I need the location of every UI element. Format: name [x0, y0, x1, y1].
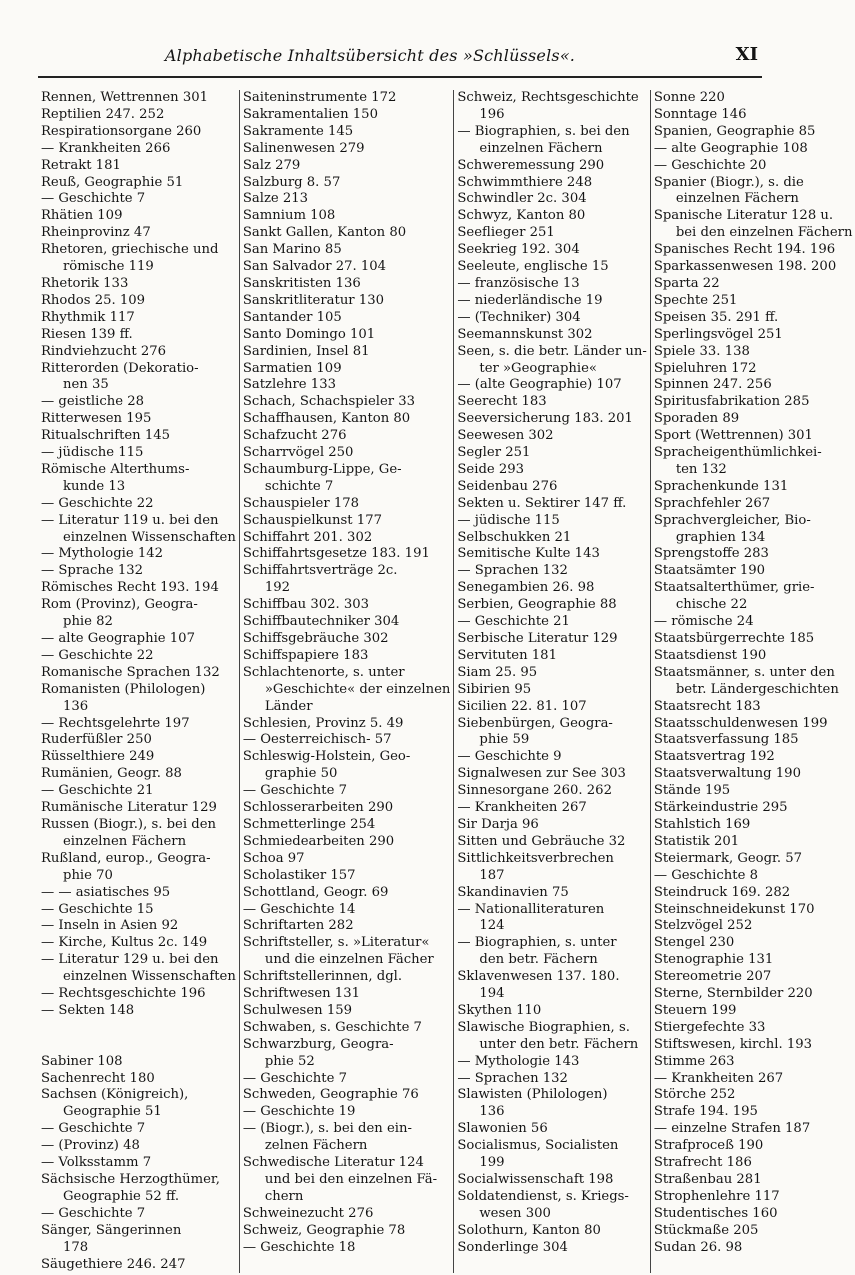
index-entry: San Marino 85 — [242, 242, 342, 258]
index-entry: Selbschukken 21 — [457, 529, 572, 545]
index-entry: — Geschichte 9 — [457, 749, 562, 765]
index-entry: 199 — [479, 1155, 505, 1171]
index-entry: Schlachtenorte, s. unter — [242, 664, 405, 680]
index-entry: — Sprachen 132 — [457, 563, 568, 579]
index-entry: 187 — [479, 867, 505, 883]
index-entry: — Literatur 119 u. bei den — [41, 512, 219, 528]
index-entry: Sinnesorgane 260. 262 — [457, 783, 612, 799]
index-entry: Rhythmik 117 — [41, 309, 135, 325]
index-entry: — (Techniker) 304 — [457, 309, 581, 325]
index-entry: Seeversicherung 183. 201 — [457, 411, 633, 427]
index-entry: Sonne 220 — [653, 90, 725, 105]
index-entry: Saiteninstrumente 172 — [242, 90, 397, 105]
index-entry: einzelnen Fächern — [479, 140, 603, 156]
index-entry: Spinnen 247. 256 — [653, 377, 772, 393]
index-entry: graphien 134 — [675, 529, 766, 545]
index-entry: — jüdische 115 — [457, 512, 560, 528]
index-entry: »Geschichte« der einzelnen — [264, 681, 451, 697]
index-entry: Schriftstellerinnen, dgl. — [242, 969, 403, 985]
index-entry: Semitische Kulte 143 — [457, 546, 600, 562]
index-entry: — einzelne Strafen 187 — [653, 1121, 811, 1137]
index-entry: Geographie 51 — [63, 1104, 162, 1120]
index-entry: Geographie 52 ff. — [63, 1188, 180, 1204]
index-entry: Seewesen 302 — [457, 428, 554, 444]
index-entry: Santander 105 — [242, 309, 342, 325]
index-entry: Schiffahrtsverträge 2c. — [242, 563, 398, 579]
index-entry: Sankt Gallen, Kanton 80 — [242, 225, 407, 241]
index-entry: Serbische Literatur 129 — [457, 631, 618, 646]
index-entry: Ritterwesen 195 — [41, 411, 152, 427]
index-entry: Schach, Schachspieler 33 — [242, 394, 416, 410]
index-entry: Ritterorden (Dekoratio- — [41, 360, 199, 376]
index-entry: Sprachfehler 267 — [653, 495, 771, 511]
index-entry: Rennen, Wettrennen 301 — [41, 90, 209, 105]
index-entry: — niederländische 19 — [457, 292, 603, 308]
index-entry: Rumänische Literatur 129 — [41, 800, 217, 816]
index-entry: graphie 50 — [264, 766, 338, 782]
index-entry: Sittlichkeitsverbrechen — [457, 850, 614, 866]
index-entry: Sporaden 89 — [653, 411, 740, 427]
index-entry: Seidenbau 276 — [457, 478, 558, 494]
index-entry: Sanskritisten 136 — [242, 275, 361, 291]
index-entry: Salinenwesen 279 — [242, 140, 365, 156]
index-entry: Romanische Sprachen 132 — [41, 664, 220, 680]
index-entry: 178 — [63, 1239, 89, 1255]
index-entry: Satzlehre 133 — [242, 377, 336, 393]
index-entry: Schweiz, Rechtsgeschichte — [457, 90, 639, 105]
index-entry: Schiffahrt 201. 302 — [242, 529, 373, 545]
index-entry: zelnen Fächern — [264, 1138, 368, 1154]
index-entry: Sicilien 22. 81. 107 — [457, 698, 587, 714]
index-entry: Säugethiere 246. 247 — [41, 1256, 186, 1272]
index-entry: Strophenlehre 117 — [653, 1188, 780, 1204]
index-entry: 192 — [264, 580, 291, 596]
index-entry: — (Provinz) 48 — [41, 1138, 140, 1154]
index-entry: Schwyz, Kanton 80 — [457, 208, 586, 224]
index-entry: einzelnen Wissenschaften — [63, 969, 236, 985]
index-entry: Sardinien, Insel 81 — [242, 343, 370, 359]
index-entry: chern — [264, 1188, 304, 1204]
index-entry: Sprachvergleicher, Bio- — [653, 512, 811, 528]
index-entry: Reptilien 247. 252 — [41, 106, 165, 122]
index-entry: — Geschichte 7 — [41, 191, 146, 207]
index-entry: Stiftswesen, kirchl. 193 — [653, 1036, 813, 1052]
index-entry: Sachenrecht 180 — [41, 1070, 155, 1086]
index-entry: 196 — [479, 106, 505, 122]
index-entry: — Geschichte 7 — [41, 1205, 146, 1221]
page-header — [38, 40, 762, 80]
index-entry: — Geschichte 15 — [41, 901, 154, 917]
index-entry: — römische 24 — [653, 614, 754, 630]
index-entry: Stengel 230 — [653, 935, 735, 951]
index-columns — [38, 90, 853, 1272]
index-entry: betr. Ländergeschichten — [675, 681, 839, 697]
index-entry: Stärkeindustrie 295 — [653, 800, 788, 816]
index-entry: Socialwissenschaft 198 — [457, 1172, 614, 1187]
index-entry: Spanische Literatur 128 u. — [653, 208, 834, 224]
index-entry: Retrakt 181 — [41, 157, 121, 173]
index-entry: — Mythologie 142 — [41, 546, 164, 562]
index-entry: Staatsdienst 190 — [653, 647, 767, 663]
index-entry: Sperlingsvögel 251 — [653, 326, 783, 342]
index-entry: Schleswig-Holstein, Geo- — [242, 749, 411, 765]
index-entry: phie 82 — [63, 614, 113, 630]
index-entry: Sonntage 146 — [653, 106, 747, 122]
index-entry: Slawonien 56 — [457, 1121, 548, 1137]
index-entry: und die einzelnen Fächer — [264, 952, 434, 968]
index-entry: — — asiatisches 95 — [41, 884, 171, 900]
index-entry: Steindruck 169. 282 — [653, 884, 791, 900]
index-entry: Störche 252 — [653, 1087, 736, 1103]
index-entry: Schiffsgebräuche 302 — [242, 631, 389, 646]
index-entry: Stahlstich 169 — [653, 816, 751, 832]
index-entry: einzelnen Fächern — [675, 191, 799, 207]
index-entry: — Rechtsgelehrte 197 — [41, 715, 190, 731]
index-entry: Ritualschriften 145 — [41, 428, 171, 444]
index-entry: — Nationalliteraturen — [457, 901, 605, 917]
index-entry: Spanien, Geographie 85 — [653, 123, 816, 139]
index-entry: Stückmaße 205 — [653, 1222, 759, 1238]
index-entry: Staatsverfassung 185 — [653, 732, 799, 748]
index-entry: Slawisten (Philologen) — [457, 1087, 608, 1103]
index-entry: — Geschichte 19 — [242, 1104, 356, 1120]
page-number: XI — [735, 44, 758, 65]
index-entry: Seerecht 183 — [457, 394, 547, 410]
index-entry: Statistik 201 — [653, 833, 740, 849]
index-entry: 136 — [479, 1104, 505, 1120]
index-entry: — Geschichte 21 — [41, 783, 154, 799]
index-entry: — französische 13 — [457, 275, 580, 291]
index-entry: — Mythologie 143 — [457, 1053, 580, 1069]
index-entry: — (Biogr.), s. bei den ein- — [242, 1121, 412, 1137]
index-entry: — Sprachen 132 — [457, 1070, 568, 1086]
index-entry: Schauspielkunst 177 — [242, 512, 382, 528]
index-entry: Spracheigenthümlichkei- — [653, 445, 822, 461]
index-entry: Sakramentalien 150 — [242, 106, 378, 122]
index-entry: — Geschichte 22 — [41, 647, 154, 663]
index-entry: Sibirien 95 — [457, 681, 532, 697]
index-entry: Spechte 251 — [653, 292, 738, 308]
index-entry: Schweinezucht 276 — [242, 1205, 374, 1221]
index-entry: Rheinprovinz 47 — [41, 225, 151, 241]
index-entry: Socialismus, Socialisten — [457, 1138, 619, 1154]
index-entry: Rüsselthiere 249 — [41, 749, 155, 765]
index-entry: Segler 251 — [457, 445, 531, 461]
running-title: Alphabetische Inhaltsübersicht des »Schlüssels«. — [164, 46, 576, 65]
index-entry: Salzburg 8. 57 — [242, 174, 341, 190]
index-entry: — Kirche, Kultus 2c. 149 — [41, 935, 208, 951]
index-column-1 — [38, 90, 240, 1273]
index-entry: Spanisches Recht 194. 196 — [653, 242, 836, 258]
index-entry: Stenographie 131 — [653, 952, 774, 968]
index-entry: unter den betr. Fächern — [479, 1036, 639, 1052]
index-entry: Schriftwesen 131 — [242, 986, 360, 1002]
index-entry — [41, 1020, 236, 1037]
index-entry: Solothurn, Kanton 80 — [457, 1222, 601, 1238]
index-entry: Straßenbau 281 — [653, 1172, 762, 1187]
index-entry: — Sekten 148 — [41, 1002, 135, 1018]
index-entry: den betr. Fächern — [479, 952, 598, 968]
index-entry: Seemannskunst 302 — [457, 326, 593, 342]
index-entry: Staatsrecht 183 — [653, 698, 761, 714]
index-entry: Sabiner 108 — [41, 1053, 123, 1069]
index-entry: Serbien, Geographie 88 — [457, 597, 617, 613]
index-entry: — Geschichte 7 — [41, 1121, 146, 1137]
index-entry: Spiele 33. 138 — [653, 343, 750, 359]
index-entry: Servituten 181 — [457, 647, 557, 663]
index-entry: Seekrieg 192. 304 — [457, 242, 580, 258]
index-entry: Spanier (Biogr.), s. die — [653, 174, 804, 190]
index-entry: Staatsämter 190 — [653, 563, 766, 579]
index-entry: schichte 7 — [264, 478, 334, 494]
index-entry: Schwedische Literatur 124 — [242, 1155, 424, 1171]
index-entry: Schoa 97 — [242, 850, 305, 866]
index-entry: — jüdische 115 — [41, 445, 144, 461]
index-entry: Schauspieler 178 — [242, 495, 360, 511]
index-entry: Senegambien 26. 98 — [457, 580, 595, 596]
index-entry: — Geschichte 22 — [41, 495, 154, 511]
index-entry: Romanisten (Philologen) — [41, 681, 206, 697]
index-entry: — Inseln in Asien 92 — [41, 918, 179, 934]
index-entry: — Rechtsgeschichte 196 — [41, 986, 206, 1002]
index-entry: Speisen 35. 291 ff. — [653, 309, 779, 325]
index-entry: Siebenbürgen, Geogra- — [457, 715, 613, 731]
index-entry: Siam 25. 95 — [457, 664, 538, 680]
index-entry: Ruderfüßler 250 — [41, 732, 152, 748]
index-entry: Studentisches 160 — [653, 1205, 778, 1221]
index-entry: phie 52 — [264, 1053, 315, 1069]
index-entry: Sekten u. Sektirer 147 ff. — [457, 495, 627, 511]
index-entry: und bei den einzelnen Fä- — [264, 1172, 438, 1187]
index-entry: Rom (Provinz), Geogra- — [41, 597, 198, 613]
index-entry: Schottland, Geogr. 69 — [242, 884, 389, 900]
index-entry: — Oesterreichisch- 57 — [242, 732, 392, 748]
index-entry: Rhetorik 133 — [41, 275, 129, 291]
index-entry: Sächsische Herzogthümer, — [41, 1171, 220, 1187]
index-entry: Sparta 22 — [653, 275, 720, 291]
index-entry — [41, 1037, 236, 1054]
index-entry: Sklavenwesen 137. 180. — [457, 969, 620, 985]
index-entry: Schweiz, Geographie 78 — [242, 1222, 406, 1238]
index-entry: ten 132 — [675, 461, 727, 477]
index-entry: Spieluhren 172 — [653, 360, 757, 376]
index-entry: Schaffhausen, Kanton 80 — [242, 411, 411, 427]
index-entry: Schlesien, Provinz 5. 49 — [242, 715, 404, 731]
index-entry: Reuß, Geographie 51 — [41, 174, 184, 190]
index-entry: Sachsen (Königreich), — [41, 1087, 189, 1103]
index-entry: Scharrvögel 250 — [242, 445, 354, 461]
index-entry: Römisches Recht 193. 194 — [41, 580, 219, 596]
index-entry: Schwimmthiere 248 — [457, 174, 593, 190]
index-entry: Schweremessung 290 — [457, 157, 605, 173]
index-entry: — Volksstamm 7 — [41, 1155, 152, 1171]
index-entry: Schiffspapiere 183 — [242, 647, 369, 663]
index-entry: — alte Geographie 108 — [653, 140, 808, 156]
index-entry: Sir Darja 96 — [457, 816, 539, 832]
index-column-2 — [240, 90, 455, 1273]
index-entry: — Krankheiten 266 — [41, 140, 171, 156]
index-entry: Stände 195 — [653, 783, 731, 799]
index-entry: Sprengstoffe 283 — [653, 546, 769, 562]
index-entry: Seen, s. die betr. Länder un- — [457, 343, 647, 359]
index-entry: Rhodos 25. 109 — [41, 292, 146, 308]
index-entry: Sanskritliteratur 130 — [242, 292, 384, 308]
index-entry: Rhätien 109 — [41, 208, 123, 224]
index-entry: — Biographien, s. bei den — [457, 123, 630, 139]
index-entry: Scholastiker 157 — [242, 867, 356, 883]
index-entry: einzelnen Wissenschaften — [63, 529, 236, 545]
index-entry: Schriftarten 282 — [242, 918, 354, 934]
index-entry: Rindviehzucht 276 — [41, 343, 167, 359]
index-entry: Schweden, Geographie 76 — [242, 1087, 419, 1103]
index-entry: Staatsverwaltung 190 — [653, 766, 801, 782]
index-entry: römische 119 — [63, 259, 154, 275]
index-entry: Sport (Wettrennen) 301 — [653, 428, 813, 444]
index-entry: Skythen 110 — [457, 1002, 542, 1018]
index-entry: Sterne, Sternbilder 220 — [653, 986, 813, 1002]
index-entry: Staatsschuldenwesen 199 — [653, 715, 828, 731]
index-entry: Schmiedearbeiten 290 — [242, 833, 395, 849]
index-entry: Schaumburg-Lippe, Ge- — [242, 461, 402, 477]
index-entry: Sänger, Sängerinnen — [41, 1222, 182, 1238]
index-entry: Strafrecht 186 — [653, 1155, 752, 1171]
index-entry: Schiffbautechniker 304 — [242, 614, 400, 630]
index-entry: einzelnen Fächern — [63, 833, 187, 849]
index-entry: Sonderlinge 304 — [457, 1239, 568, 1255]
index-entry: Salze 213 — [242, 191, 309, 207]
index-entry: 136 — [63, 698, 89, 714]
index-entry: kunde 13 — [63, 478, 126, 494]
index-entry: — Krankheiten 267 — [457, 800, 587, 816]
index-entry: Strafproceß 190 — [653, 1138, 764, 1154]
index-entry: — Geschichte 20 — [653, 157, 767, 173]
header-rule — [38, 76, 762, 78]
index-entry: Schlosserarbeiten 290 — [242, 800, 394, 816]
index-entry: Strafe 194. 195 — [653, 1104, 758, 1120]
index-entry: Schulwesen 159 — [242, 1002, 352, 1018]
index-entry: — Geschichte 8 — [653, 867, 758, 883]
index-entry: Slawische Biographien, s. — [457, 1019, 630, 1035]
index-entry: — Sprache 132 — [41, 563, 144, 579]
index-entry: Riesen 139 ff. — [41, 326, 133, 342]
index-entry: — Krankheiten 267 — [653, 1070, 784, 1086]
index-entry: San Salvador 27. 104 — [242, 259, 387, 275]
index-entry: Stelzvögel 252 — [653, 918, 753, 934]
index-entry: Rhetoren, griechische und — [41, 242, 219, 258]
index-entry: bei den einzelnen Fächern — [675, 225, 853, 241]
index-column-4 — [651, 90, 855, 1273]
index-entry: — Geschichte 21 — [457, 614, 570, 630]
index-entry: — Biographien, s. unter — [457, 935, 617, 951]
index-entry: Seide 293 — [457, 461, 525, 477]
index-entry: Stereometrie 207 — [653, 969, 772, 985]
index-entry: Spiritusfabrikation 285 — [653, 394, 810, 410]
index-entry: Schiffbau 302. 303 — [242, 597, 370, 613]
index-entry: — alte Geographie 107 — [41, 631, 195, 646]
index-entry: Steinschneidekunst 170 — [653, 901, 815, 917]
index-entry: Soldatendienst, s. Kriegs- — [457, 1188, 629, 1204]
index-entry: Länder — [264, 698, 313, 714]
index-entry: chische 22 — [675, 597, 748, 613]
index-entry: Schwaben, s. Geschichte 7 — [242, 1019, 422, 1035]
index-entry: Seeflieger 251 — [457, 225, 555, 241]
index-entry: — Geschichte 7 — [242, 783, 347, 799]
index-entry: Sitten und Gebräuche 32 — [457, 833, 626, 849]
index-entry: 194 — [479, 986, 505, 1002]
index-entry: Sudan 26. 98 — [653, 1239, 743, 1255]
index-entry: phie 70 — [63, 867, 113, 883]
index-entry: Stiergefechte 33 — [653, 1019, 766, 1035]
index-entry: — Geschichte 14 — [242, 901, 356, 917]
index-entry: Staatsbürgerrechte 185 — [653, 631, 815, 646]
index-entry: Santo Domingo 101 — [242, 326, 376, 342]
index-entry: Skandinavien 75 — [457, 884, 569, 900]
index-entry: ter »Geographie« — [479, 360, 597, 376]
index-entry: — Geschichte 18 — [242, 1239, 356, 1255]
index-entry: Steuern 199 — [653, 1002, 737, 1018]
index-entry: — Literatur 129 u. bei den — [41, 952, 219, 968]
index-entry: — (alte Geographie) 107 — [457, 377, 622, 393]
index-entry: Rumänien, Geogr. 88 — [41, 766, 182, 782]
index-entry: nen 35 — [63, 377, 109, 393]
index-entry: Sakramente 145 — [242, 123, 354, 139]
index-entry: — geistliche 28 — [41, 394, 145, 410]
index-entry: Staatsalterthümer, grie- — [653, 580, 815, 596]
index-entry: Respirationsorgane 260 — [41, 123, 202, 139]
index-entry: Steiermark, Geogr. 57 — [653, 850, 803, 866]
index-entry: Staatsmänner, s. unter den — [653, 664, 835, 680]
index-entry: 124 — [479, 918, 505, 934]
index-entry: Rußland, europ., Geogra- — [41, 850, 211, 866]
index-column-3 — [454, 90, 650, 1273]
index-entry: Sparkassenwesen 198. 200 — [653, 259, 837, 275]
index-entry: Sarmatien 109 — [242, 360, 342, 376]
index-entry: Schmetterlinge 254 — [242, 816, 376, 832]
index-entry: Salz 279 — [242, 157, 301, 173]
index-entry: Schwarzburg, Geogra- — [242, 1036, 394, 1052]
index-entry: — Geschichte 7 — [242, 1070, 347, 1086]
index-entry: Schwindler 2c. 304 — [457, 191, 587, 207]
index-entry: Seeleute, englische 15 — [457, 259, 609, 275]
index-entry: Römische Alterthums- — [41, 461, 190, 477]
index-entry: Staatsvertrag 192 — [653, 749, 775, 765]
index-entry: Sprachenkunde 131 — [653, 478, 789, 494]
index-entry: Samnium 108 — [242, 208, 336, 224]
index-entry: Schriftsteller, s. »Literatur« — [242, 935, 430, 951]
index-entry: wesen 300 — [479, 1205, 551, 1221]
index-entry: Russen (Biogr.), s. bei den — [41, 816, 217, 832]
index-entry: Stimme 263 — [653, 1053, 735, 1069]
index-entry: phie 59 — [479, 732, 530, 748]
index-entry: Schiffahrtsgesetze 183. 191 — [242, 546, 430, 562]
index-entry: Schafzucht 276 — [242, 428, 347, 444]
index-entry: Signalwesen zur See 303 — [457, 766, 626, 782]
